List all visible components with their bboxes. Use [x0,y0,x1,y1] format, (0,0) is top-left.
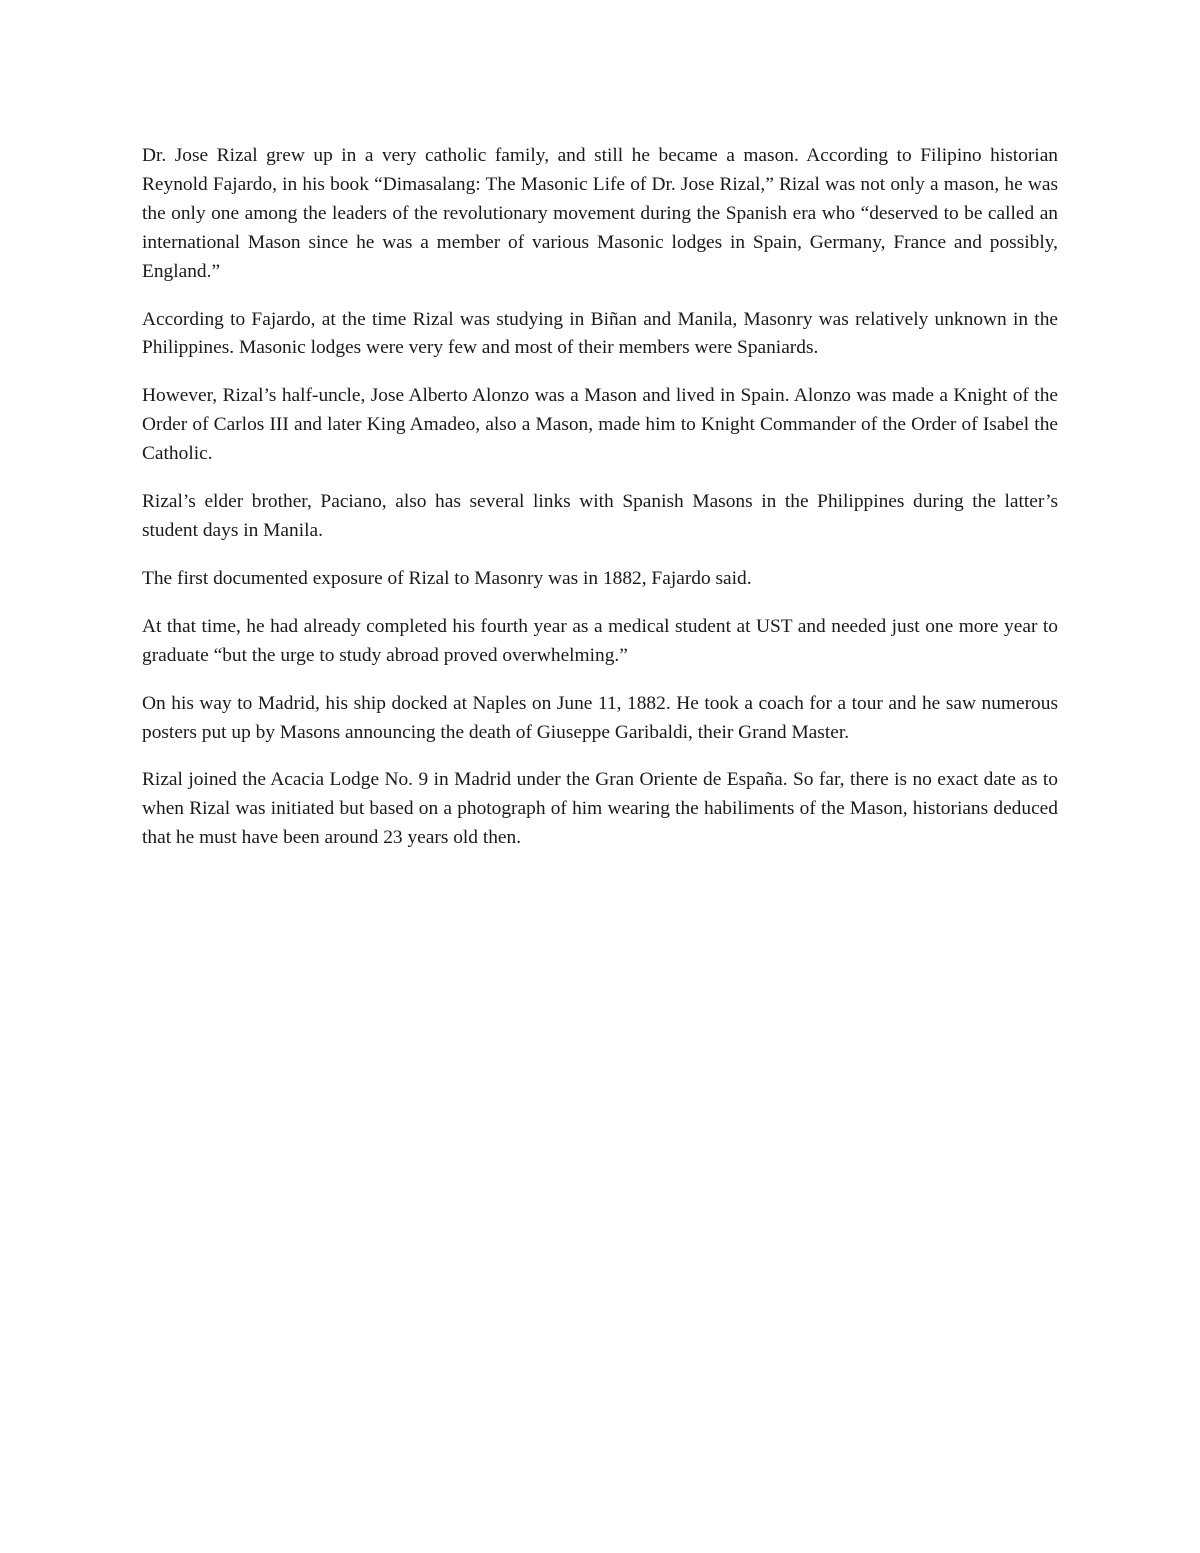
paragraph-5: The first documented exposure of Rizal to Masonry was in 1882, Fajardo said. [142,567,752,589]
paragraph-1: Dr. Jose Rizal grew up in a very catholic family, and still he became a mason. According to Filipino historian Reynold Fajardo, in his book “Dimasalang: The Masonic Life of Dr. Jose Rizal,” Rizal was not only a mason, he was the only one among the leaders of the revolutionary movement during the Spanish era who “deserved to be called an international Mason since he was a member of various Masonic lodges in Spain, Germany, France and possibly, England.” [142,145,1058,282]
paragraph-7: On his way to Madrid, his ship docked at Naples on June 11, 1882. He took a coach for a tour and he saw numerous posters put up by Masons announcing the death of Giuseppe Garibaldi, their Grand Master. [142,692,1058,743]
paragraph-6: At that time, he had already completed his fourth year as a medical student at UST and needed just one more year to graduate “but the urge to study abroad proved overwhelming.” [142,615,1058,666]
paragraph-8: Rizal joined the Acacia Lodge No. 9 in Madrid under the Gran Oriente de España. So far, there is no exact date as to when Rizal was initiated but based on a photograph of him wearing the habiliments of the Mason, historians deduced that he must have been around 23 years old then. [142,769,1058,849]
paragraph-3: However, Rizal’s half-uncle, Jose Alberto Alonzo was a Mason and lived in Spain. Alonzo was made a Knight of the Order of Carlos III and later King Amadeo, also a Mason, made him to Knight Commander of the Order of Isabel the Catholic. [142,385,1058,465]
paragraph-2: According to Fajardo, at the time Rizal was studying in Biñan and Manila, Masonry was relatively unknown in the Philippines. Masonic lodges were very few and most of their members were Spaniards. [142,308,1058,359]
document-body [142,142,1058,872]
paragraph-4: Rizal’s elder brother, Paciano, also has several links with Spanish Masons in the Philippines during the latter’s student days in Manila. [142,491,1058,541]
